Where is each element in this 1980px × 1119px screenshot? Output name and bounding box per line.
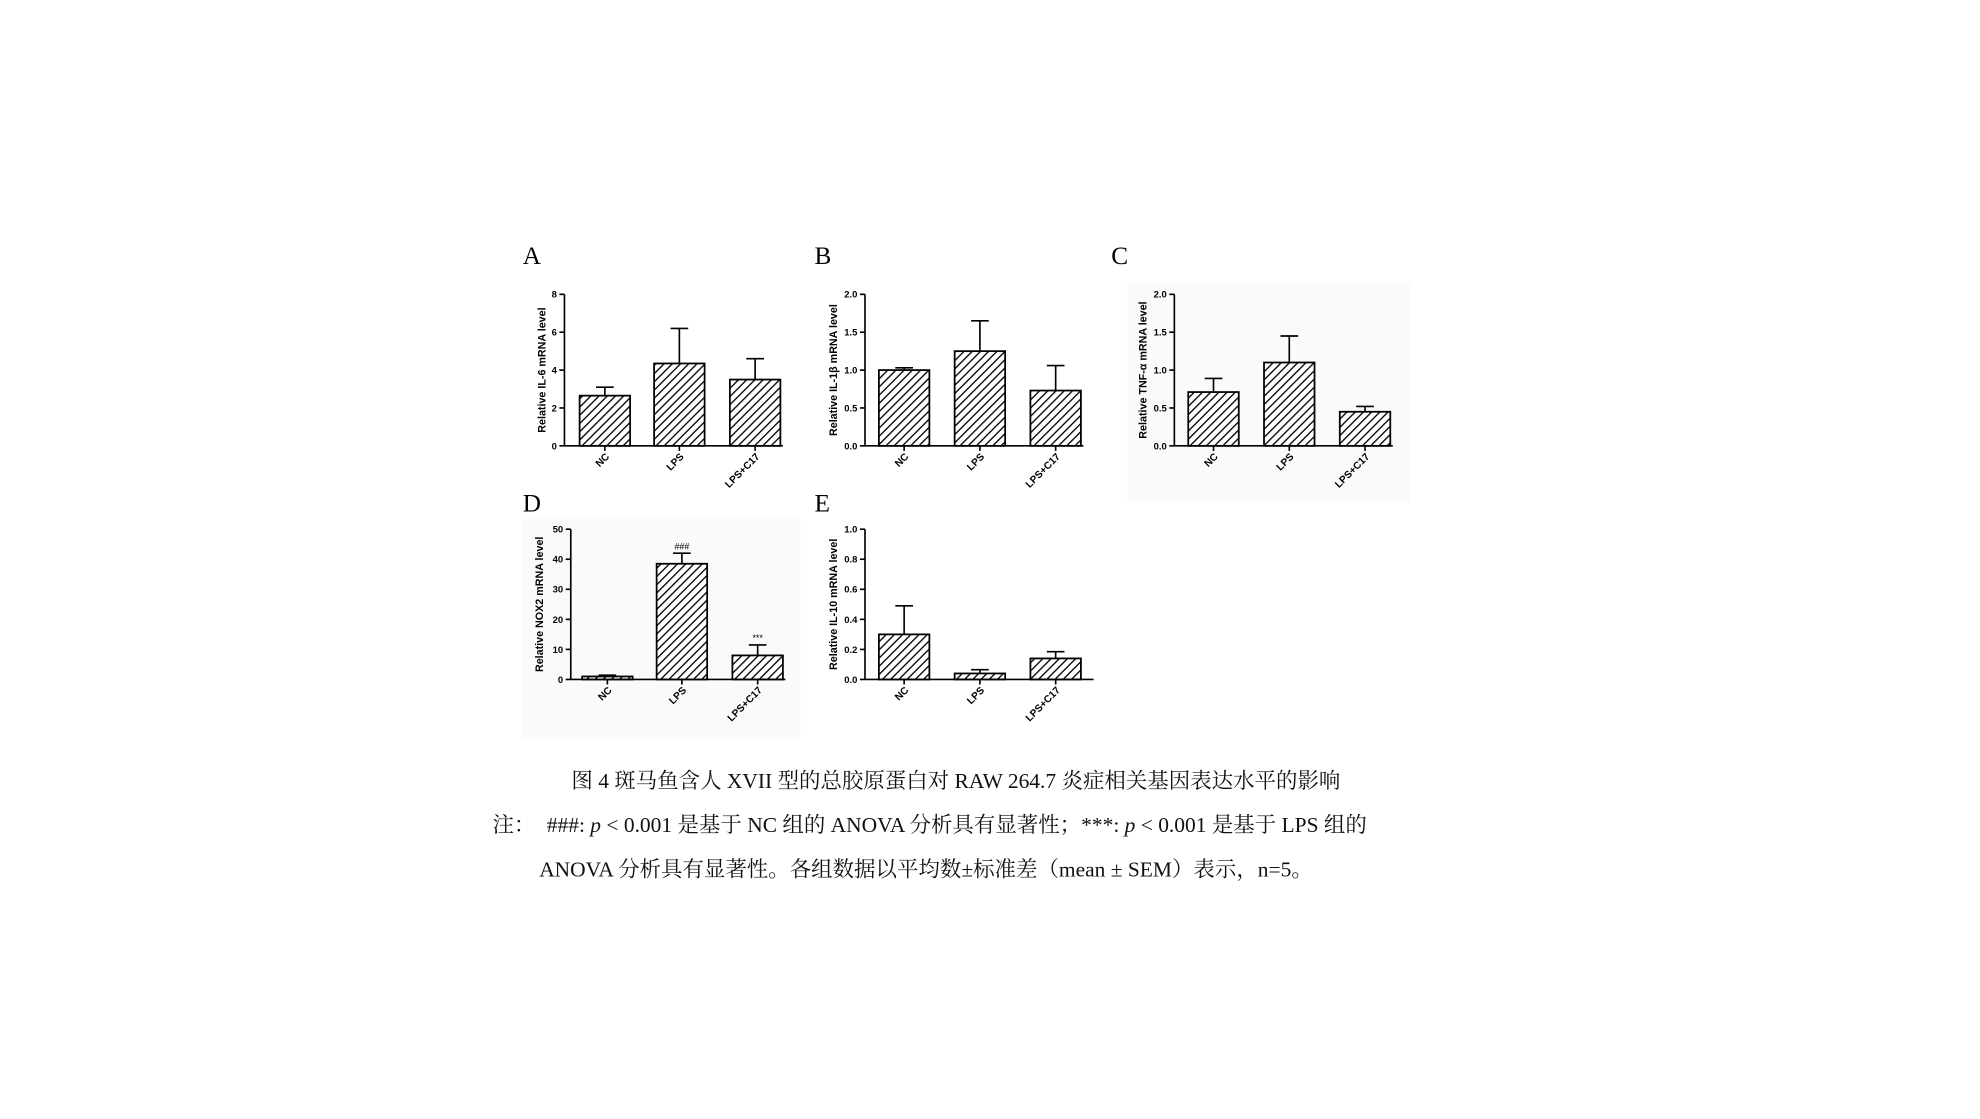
y-tick-label: 0.2 bbox=[844, 644, 858, 656]
y-axis-label: Relative IL-6 mRNA level bbox=[536, 307, 549, 433]
bar-lps-c17 bbox=[1030, 391, 1081, 446]
y-tick-label: 0.5 bbox=[1153, 403, 1167, 415]
x-tick-label: LPS+C17 bbox=[1023, 451, 1063, 491]
y-tick-label: 0.8 bbox=[844, 554, 858, 566]
panel-label: E bbox=[814, 489, 830, 518]
x-tick-label: LPS+C17 bbox=[723, 451, 763, 491]
y-tick-label: 1.0 bbox=[1153, 365, 1167, 377]
bar-lps bbox=[654, 363, 705, 445]
y-tick-label: 1.5 bbox=[844, 327, 858, 339]
y-tick-label: 8 bbox=[551, 289, 557, 301]
x-tick-label: LPS bbox=[1274, 451, 1297, 474]
bar-nc bbox=[580, 396, 631, 446]
panel-label: B bbox=[814, 242, 832, 271]
y-tick-label: 1.5 bbox=[1153, 327, 1167, 339]
y-axis-label: Relative NOX2 mRNA level bbox=[533, 536, 546, 673]
y-tick-label: 10 bbox=[552, 644, 564, 656]
x-tick-label: LPS bbox=[664, 451, 687, 474]
y-axis-label: Relative IL-10 mRNA level bbox=[828, 538, 841, 670]
figure-panels bbox=[522, 242, 1411, 739]
note-segment-1: ###: bbox=[546, 813, 591, 838]
figure-caption bbox=[492, 769, 1366, 882]
significance-marker: *** bbox=[752, 633, 763, 644]
x-tick-label: NC bbox=[893, 685, 912, 704]
x-tick-label: NC bbox=[893, 451, 912, 470]
panel-c bbox=[1111, 242, 1410, 503]
bar-lps-c17 bbox=[730, 380, 781, 446]
figure-caption-note-line-1 bbox=[492, 813, 1366, 837]
y-tick-label: 2.0 bbox=[844, 289, 858, 301]
y-tick-label: 1.0 bbox=[844, 524, 858, 536]
bar-lps bbox=[657, 564, 708, 680]
x-tick-label: LPS+C17 bbox=[1333, 451, 1373, 491]
y-tick-label: 0.0 bbox=[844, 674, 858, 686]
bar-lps-c17 bbox=[1030, 658, 1081, 679]
x-tick-label: LPS bbox=[965, 685, 988, 707]
y-tick-label: 0.0 bbox=[1153, 441, 1167, 453]
bar-lps-c17 bbox=[1340, 412, 1391, 446]
bar-lps bbox=[955, 673, 1006, 679]
x-tick-label: LPS bbox=[965, 451, 988, 474]
panel-label: C bbox=[1111, 242, 1129, 271]
x-tick-label: NC bbox=[1202, 451, 1221, 470]
panel-d bbox=[522, 490, 801, 739]
panel-label: D bbox=[522, 489, 542, 518]
y-tick-label: 0.0 bbox=[844, 441, 858, 453]
note-label: 注： bbox=[492, 813, 536, 838]
figure-caption-note-line-2: ANOVA 分析具有显著性。各组数据以平均数±标准差（mean ± SEM）表示，n=5。 bbox=[539, 857, 1313, 882]
y-tick-label: 0 bbox=[551, 441, 557, 453]
bar-nc bbox=[879, 634, 930, 679]
y-tick-label: 40 bbox=[552, 554, 564, 566]
figure-caption-title: 图 4 斑马鱼含人 XVII 型的总胶原蛋白对 RAW 264.7 炎症相关基因表达水平的影响 bbox=[571, 769, 1341, 794]
y-tick-label: 1.0 bbox=[844, 365, 858, 377]
note-p-italic-1: p bbox=[590, 813, 602, 838]
bar-lps bbox=[955, 351, 1006, 446]
panel-label: A bbox=[522, 242, 542, 271]
note-segment-3: < 0.001 是基于 LPS 组的 bbox=[1135, 813, 1367, 838]
panel-e bbox=[814, 490, 1093, 725]
y-tick-label: 30 bbox=[552, 584, 564, 596]
note-segment-2: < 0.001 是基于 NC 组的 ANOVA 分析具有显著性；***: bbox=[601, 813, 1125, 838]
y-tick-label: 4 bbox=[551, 365, 557, 377]
y-tick-label: 0.4 bbox=[844, 614, 858, 626]
y-tick-label: 2 bbox=[551, 403, 557, 415]
y-tick-label: 50 bbox=[552, 524, 564, 536]
x-tick-label: LPS+C17 bbox=[725, 685, 765, 725]
bar-lps-c17 bbox=[732, 655, 783, 679]
bar-nc bbox=[879, 370, 930, 446]
y-tick-label: 2.0 bbox=[1153, 289, 1167, 301]
x-tick-label: LPS bbox=[667, 685, 690, 707]
note-p-italic-2: p bbox=[1124, 813, 1136, 838]
significance-marker: ### bbox=[674, 541, 690, 552]
bar-lps bbox=[1264, 363, 1315, 446]
y-tick-label: 0.5 bbox=[844, 403, 858, 415]
y-axis-label: Relative TNF-α mRNA level bbox=[1137, 301, 1150, 439]
panel-a bbox=[523, 242, 783, 490]
y-tick-label: 6 bbox=[551, 327, 557, 339]
y-tick-label: 20 bbox=[552, 614, 564, 626]
x-tick-label: LPS+C17 bbox=[1023, 685, 1063, 725]
x-tick-label: NC bbox=[596, 685, 615, 704]
x-tick-label: NC bbox=[593, 451, 613, 470]
panel-b bbox=[814, 242, 1083, 490]
y-tick-label: 0 bbox=[557, 674, 564, 686]
y-axis-label: Relative IL-1β mRNA level bbox=[828, 304, 841, 437]
bar-nc bbox=[1188, 392, 1239, 446]
y-tick-label: 0.6 bbox=[844, 584, 858, 596]
